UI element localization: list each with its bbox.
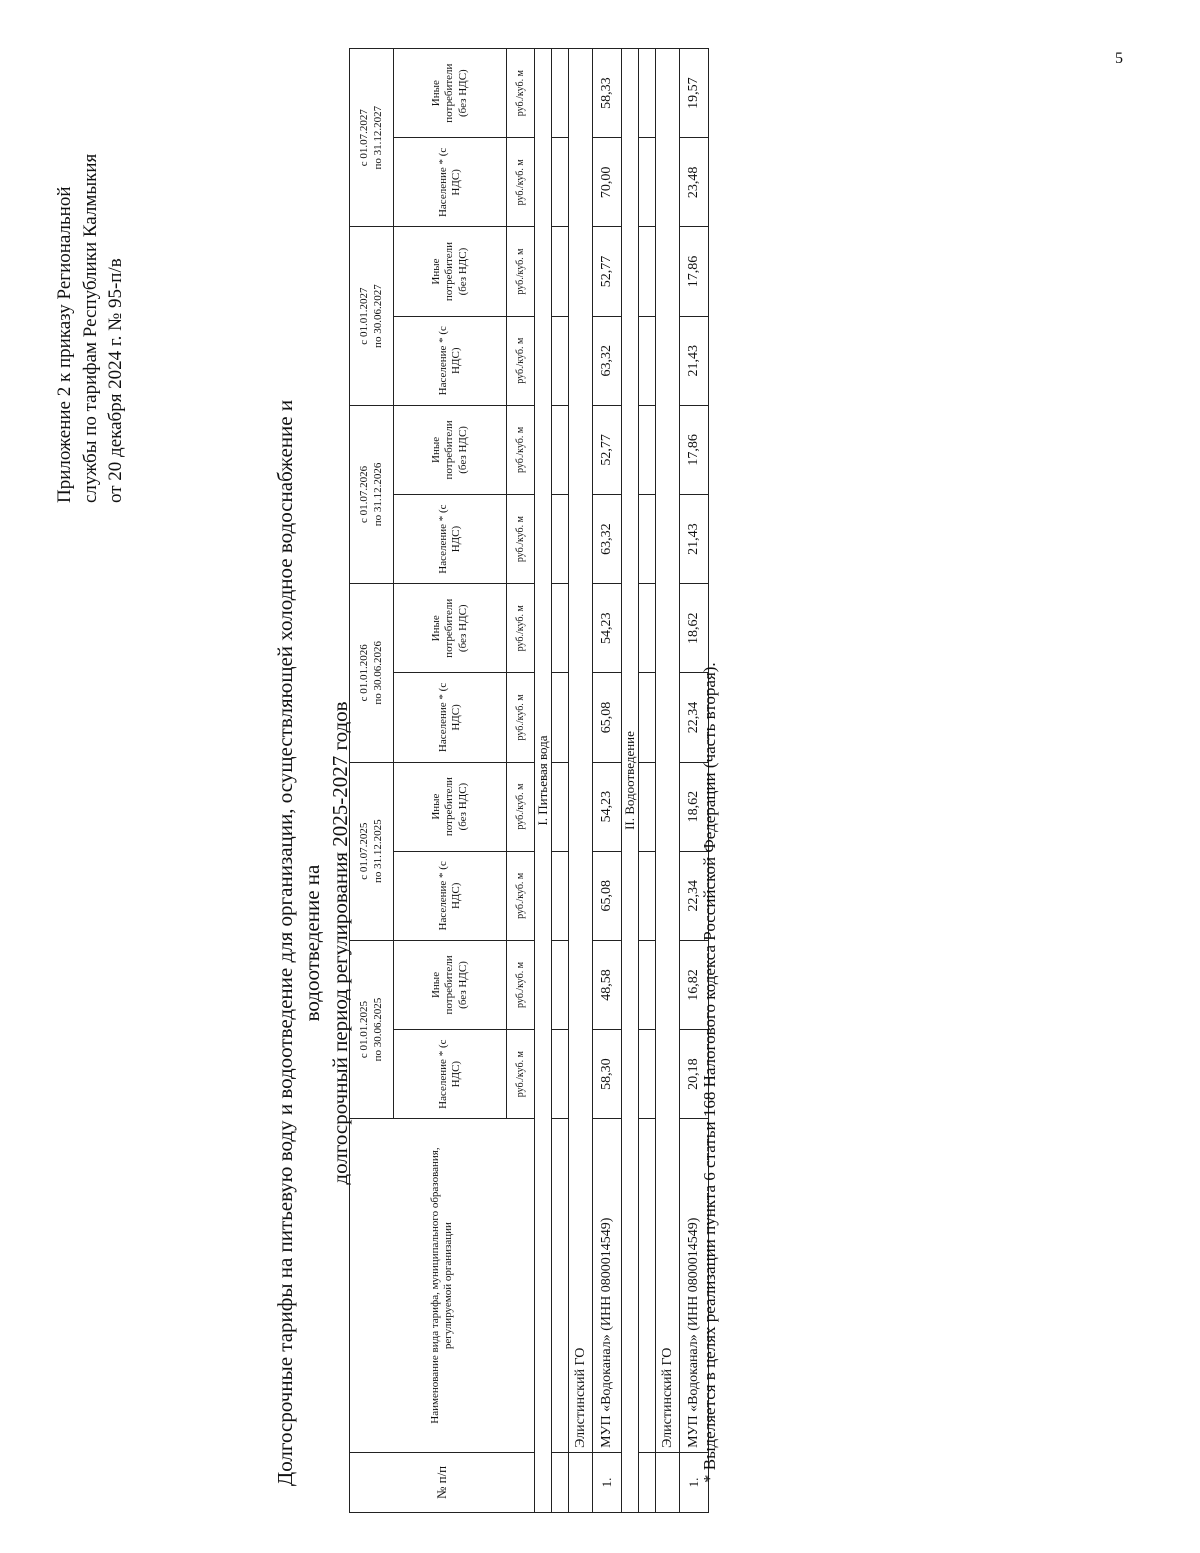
unit-cell: руб./куб. м xyxy=(507,494,535,583)
tariff-value: 54,23 xyxy=(593,762,622,851)
unit-cell: руб./куб. м xyxy=(507,584,535,673)
empty-cell xyxy=(552,138,569,227)
sub-population-4: Население * (с НДС) xyxy=(394,494,507,583)
unit-cell: руб./куб. м xyxy=(507,1030,535,1119)
empty-cell xyxy=(552,1119,569,1453)
tariff-value: 17,86 xyxy=(680,405,709,494)
empty-cell xyxy=(639,1452,656,1512)
sub-other-6: Иные потребители (без НДС) xyxy=(394,49,507,138)
section-title: II. Водоотведение xyxy=(622,49,639,1513)
tariff-value: 22,34 xyxy=(680,673,709,762)
period-4-to: по 31.12.2026 xyxy=(371,462,384,527)
tariff-table xyxy=(349,48,709,1513)
tariff-value: 21,43 xyxy=(680,494,709,583)
period-2-to: по 31.12.2025 xyxy=(371,819,384,884)
empty-cell xyxy=(552,940,569,1029)
tariff-value: 65,08 xyxy=(593,851,622,940)
sub-other-1: Иные потребители (без НДС) xyxy=(394,940,507,1029)
tariff-value: 63,32 xyxy=(593,316,622,405)
period-4-header xyxy=(350,405,394,583)
period-3-to: по 30.06.2026 xyxy=(371,641,384,705)
section-title-row xyxy=(622,49,639,1513)
unit-cell: руб./куб. м xyxy=(507,227,535,316)
sub-other-2: Иные потребители (без НДС) xyxy=(394,762,507,851)
empty-cell xyxy=(552,584,569,673)
tariff-value: 52,77 xyxy=(593,405,622,494)
empty-cell xyxy=(552,494,569,583)
empty-cell xyxy=(639,851,656,940)
header-line-3: от 20 декабря 2024 г. № 95-п/в xyxy=(105,258,127,503)
unit-cell: руб./куб. м xyxy=(507,316,535,405)
title-line-2: долгосрочный период регулирования 2025-2027 годов xyxy=(327,701,352,1185)
empty-cell xyxy=(552,316,569,405)
tariff-value: 70,00 xyxy=(593,138,622,227)
municipality-row xyxy=(656,49,680,1513)
period-1-to: по 30.06.2025 xyxy=(371,997,384,1062)
spacer-row xyxy=(639,49,656,1513)
footnote: * Выделяется в целях реализации пункта 6 статьи 168 Налогового кодекса Российской Федерации (часть вторая). xyxy=(700,662,719,1483)
period-2-from: с 01.07.2025 xyxy=(358,822,371,880)
col-name-header: Наименование вида тарифа, муниципального образования, регулируемой организации xyxy=(350,1119,535,1453)
tariff-value: 18,62 xyxy=(680,584,709,673)
period-2-header xyxy=(350,762,394,940)
period-5-from: с 01.01.2027 xyxy=(358,287,371,345)
empty-cell xyxy=(639,1030,656,1119)
municipality-row xyxy=(569,49,593,1513)
unit-cell: руб./куб. м xyxy=(507,762,535,851)
table-row xyxy=(593,49,622,1513)
row-number: 1. xyxy=(593,1452,622,1512)
unit-cell: руб./куб. м xyxy=(507,851,535,940)
period-6-from: с 01.07.2027 xyxy=(358,109,371,167)
tariff-value: 18,62 xyxy=(680,762,709,851)
sub-other-3: Иные потребители (без НДС) xyxy=(394,584,507,673)
empty-cell xyxy=(552,405,569,494)
unit-cell: руб./куб. м xyxy=(507,940,535,1029)
sub-population-2: Население * (с НДС) xyxy=(394,851,507,940)
empty-cell xyxy=(552,1030,569,1119)
empty-cell xyxy=(552,1452,569,1512)
empty-cell xyxy=(639,316,656,405)
empty-cell xyxy=(639,227,656,316)
empty-cell xyxy=(552,673,569,762)
period-4-from: с 01.07.2026 xyxy=(358,465,371,524)
tariff-value: 65,08 xyxy=(593,673,622,762)
sub-other-4: Иные потребители (без НДС) xyxy=(394,405,507,494)
sub-population-3: Население * (с НДС) xyxy=(394,673,507,762)
row-number: 1. xyxy=(680,1452,709,1512)
unit-cell: руб./куб. м xyxy=(507,673,535,762)
section-title-row xyxy=(535,49,552,1513)
tariff-value: 58,30 xyxy=(593,1030,622,1119)
document-title xyxy=(272,393,354,1493)
empty-cell xyxy=(552,49,569,138)
tariff-value: 21,43 xyxy=(680,316,709,405)
empty-cell xyxy=(639,405,656,494)
sub-population-1: Население * (с НДС) xyxy=(394,1030,507,1119)
header-block xyxy=(52,83,129,503)
period-header-row xyxy=(350,49,394,1513)
empty-cell xyxy=(639,1119,656,1453)
empty-cell xyxy=(656,1452,680,1512)
period-3-header xyxy=(350,584,394,762)
empty-cell xyxy=(639,49,656,138)
sub-population-6: Население * (с НДС) xyxy=(394,138,507,227)
empty-cell xyxy=(639,673,656,762)
tariff-value: 52,77 xyxy=(593,227,622,316)
unit-cell: руб./куб. м xyxy=(507,405,535,494)
organization-name: МУП «Водоканал» (ИНН 0800014549) xyxy=(680,1119,709,1453)
period-5-to: по 30.06.2027 xyxy=(371,284,384,348)
period-6-to: по 31.12.2027 xyxy=(371,105,384,170)
spacer-row xyxy=(552,49,569,1513)
tariff-value: 63,32 xyxy=(593,494,622,583)
empty-cell xyxy=(569,1452,593,1512)
header-line-1: Приложение 2 к приказу Региональной xyxy=(54,186,75,503)
section-title: I. Питьевая вода xyxy=(535,49,552,1513)
tariff-value: 48,58 xyxy=(593,940,622,1029)
municipality-name: Элистинский ГО xyxy=(656,49,680,1453)
period-1-from: с 01.01.2025 xyxy=(358,1000,371,1059)
col-num-header: № п/п xyxy=(350,1452,535,1512)
period-5-header xyxy=(350,227,394,405)
empty-cell xyxy=(639,762,656,851)
empty-cell xyxy=(639,494,656,583)
municipality-name: Элистинский ГО xyxy=(569,49,593,1453)
empty-cell xyxy=(639,584,656,673)
unit-cell: руб./куб. м xyxy=(507,49,535,138)
empty-cell xyxy=(639,940,656,1029)
tariff-value: 16,82 xyxy=(680,940,709,1029)
tariff-value: 22,34 xyxy=(680,851,709,940)
tariff-value: 23,48 xyxy=(680,138,709,227)
unit-cell: руб./куб. м xyxy=(507,138,535,227)
tariff-value: 58,33 xyxy=(593,49,622,138)
organization-name: МУП «Водоканал» (ИНН 0800014549) xyxy=(593,1119,622,1453)
tariff-value: 54,23 xyxy=(593,584,622,673)
tariff-value: 20,18 xyxy=(680,1030,709,1119)
sub-other-5: Иные потребители (без НДС) xyxy=(394,227,507,316)
header-line-2: службы по тарифам Республики Калмыкия xyxy=(79,153,101,503)
tariff-value: 19,57 xyxy=(680,49,709,138)
period-6-header xyxy=(350,49,394,227)
title-line-1: Долгосрочные тарифы на питьевую воду и водоотведение для организации, осуществляющей холодное водоснабжение и водоотведение на xyxy=(273,399,325,1487)
sub-population-5: Население * (с НДС) xyxy=(394,316,507,405)
empty-cell xyxy=(552,227,569,316)
period-3-from: с 01.01.2026 xyxy=(358,644,371,702)
empty-cell xyxy=(552,851,569,940)
empty-cell xyxy=(639,138,656,227)
tariff-value: 17,86 xyxy=(680,227,709,316)
page-number: 5 xyxy=(1115,50,1123,67)
empty-cell xyxy=(552,762,569,851)
period-1-header xyxy=(350,940,394,1118)
